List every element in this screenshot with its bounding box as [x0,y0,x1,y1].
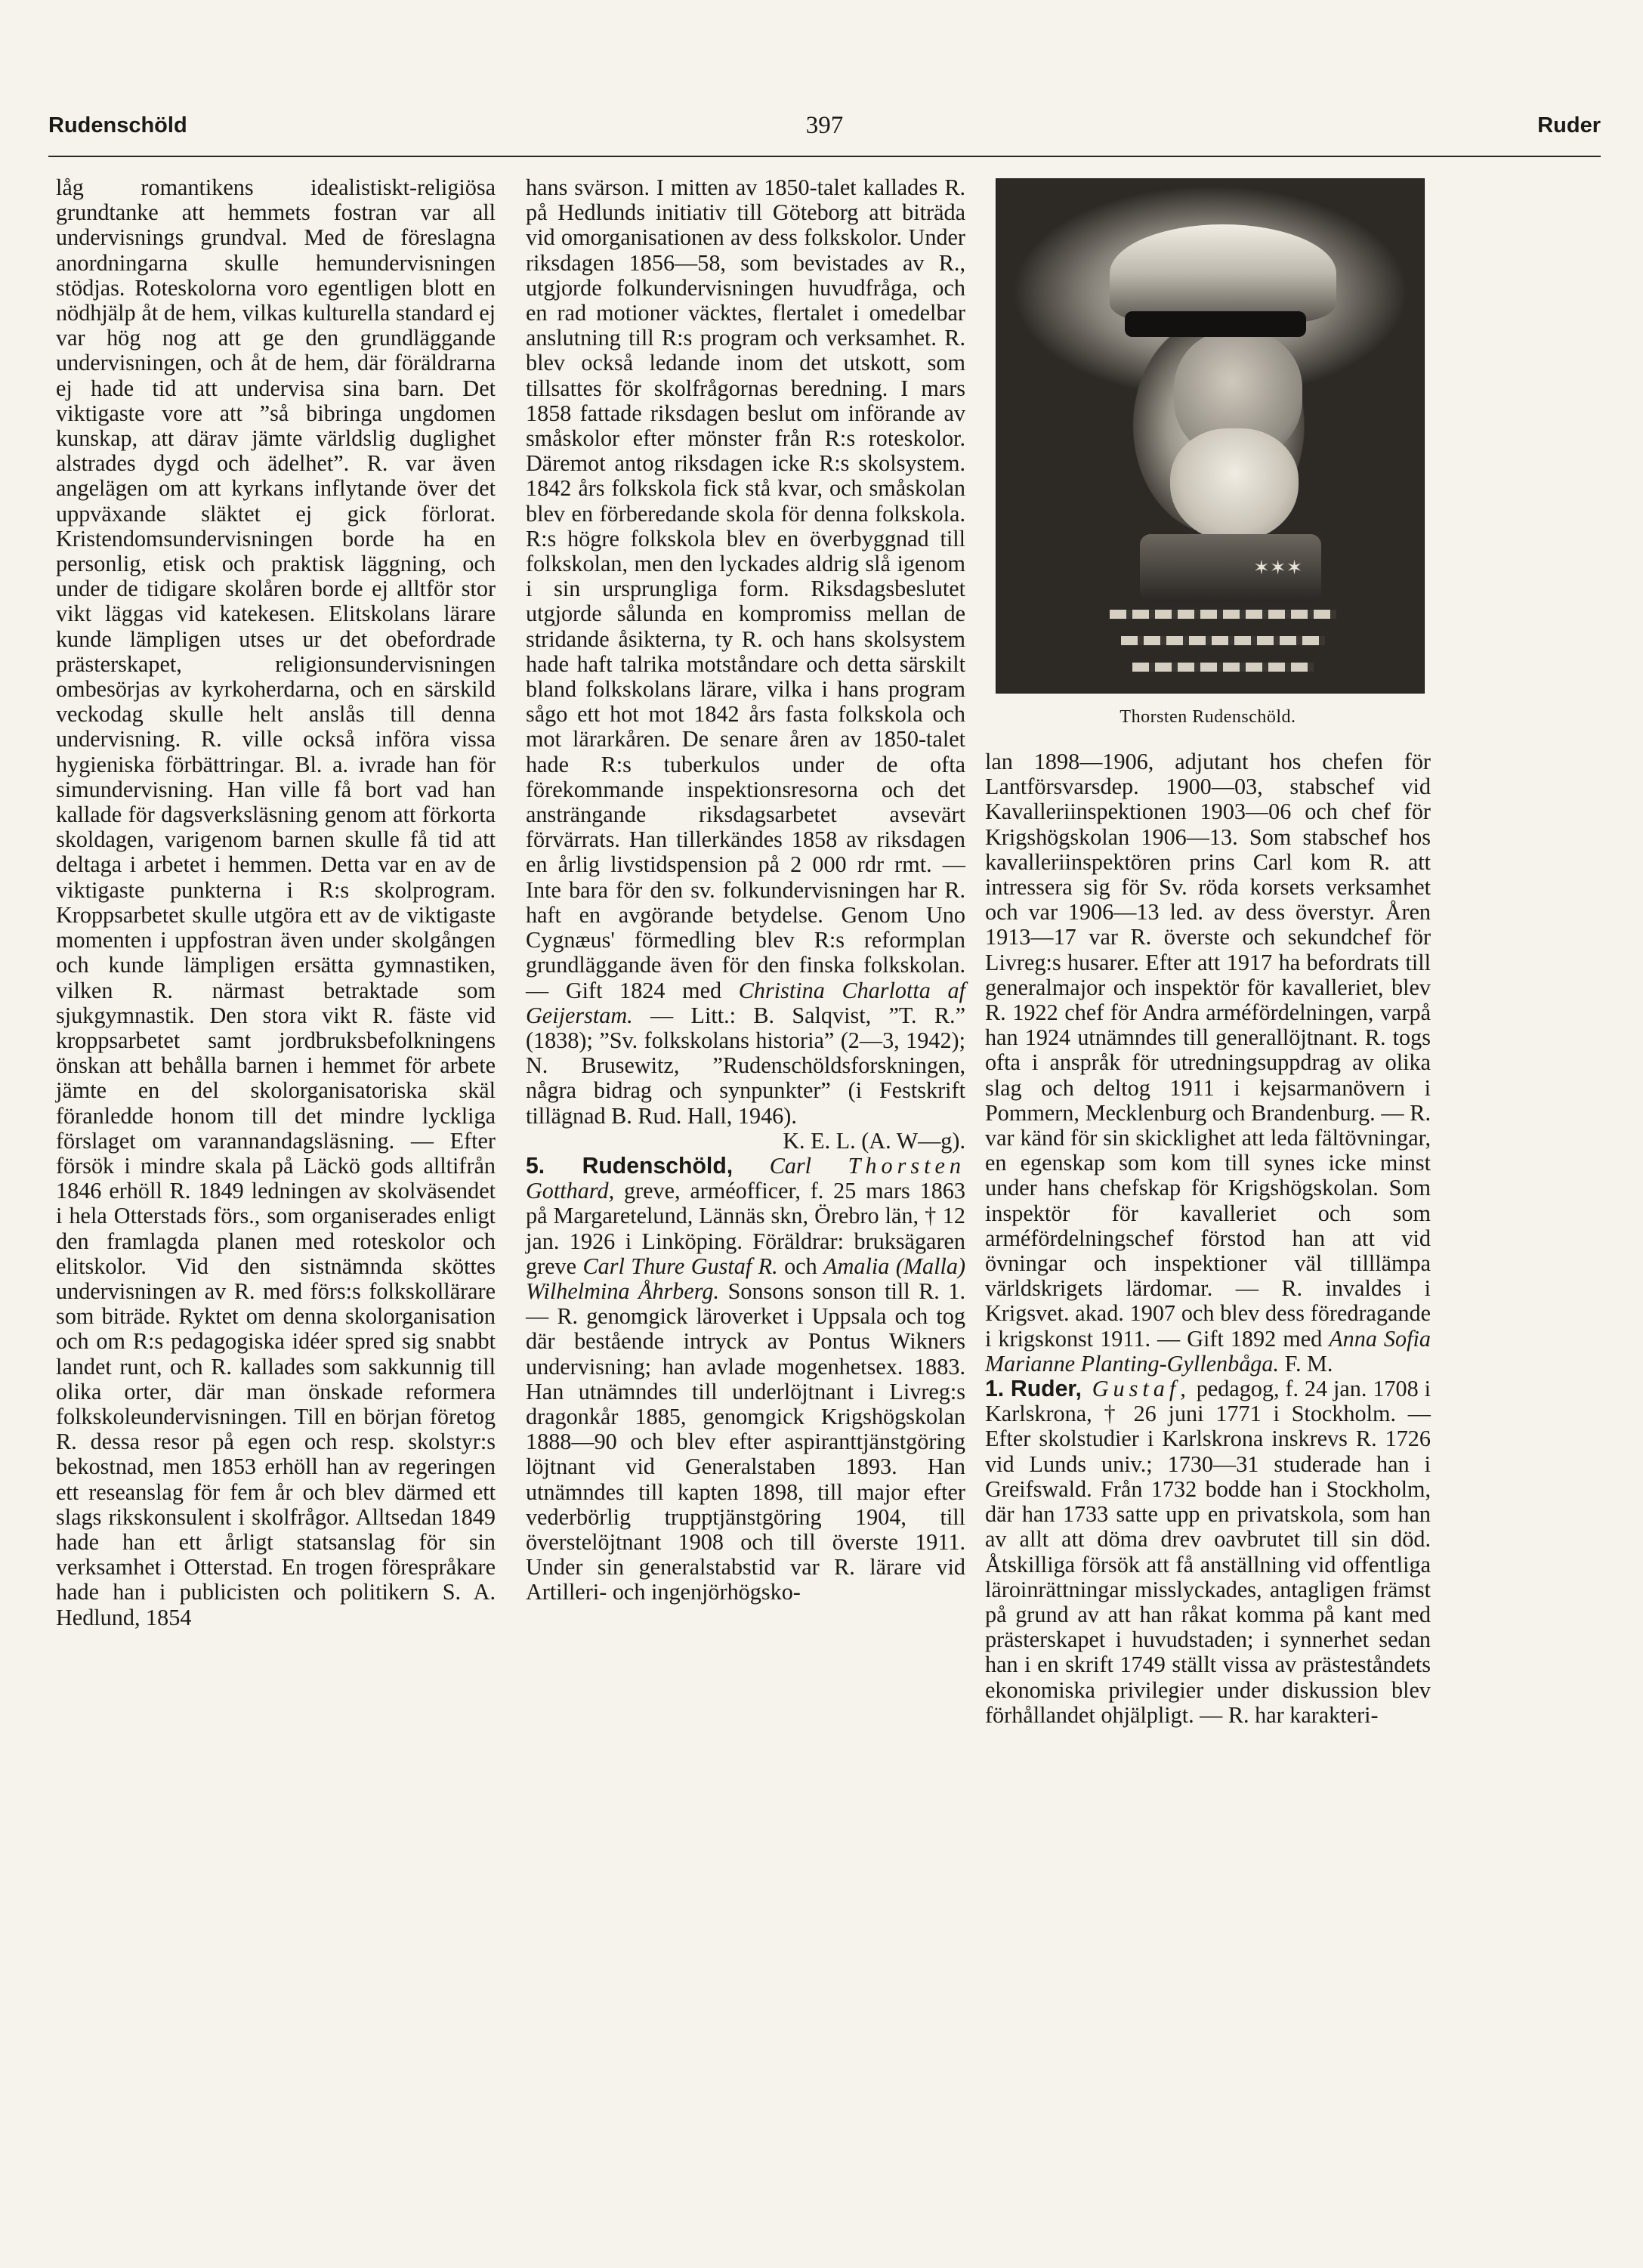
entry-5-parent-1: Carl Thure Gustaf R. [582,1253,778,1279]
entry-5-paragraph [526,1154,965,1605]
col3-spouse: Anna Sofia Marianne Planting-Gyllenbåga. [985,1325,1431,1377]
page-number: 397 [805,112,844,139]
photo-beard [1170,428,1299,542]
entry-5-name-b: Thorsten [848,1152,965,1179]
col2-paragraph [526,175,965,1129]
entry-5-name-c: Gotthard, [526,1178,615,1204]
entry-5-and: och [777,1253,824,1279]
entry-5-name-a: Carl [733,1152,848,1179]
column-2 [526,175,965,1605]
entry-5-body: greve, arméofficer, f. 25 mars 1863 på Margaretelund, Lännäs skn, Örebro län, † 12 jan. 1926 i Linköping. Föräldrar: bruksägaren greve [526,1178,965,1279]
entry-5-parent-2: Amalia (Malla) Wilhelmina Åhrberg. [526,1253,965,1304]
photo-caption: Thorsten Rudenschöld. [1120,707,1296,727]
photo-braid [1121,636,1325,645]
col2-signature: K. E. L. (A. W—g). [783,1127,965,1154]
col1-paragraph: låg romantikens idealistiskt-religiösa grundtanke att hemmets fostran var all undervisnings grundval. Med de föreslagna anordningarna skulle hemundervisningen stödjas. Roteskolorna voro egentligen blott en nödhjälp åt de hem, vilkas kulturella standard ej var hög nog att ge den grundläggande undervisningen, och åt de hem, där föräldrarna ej hade tid att undervisa sina barn. Det viktigaste vore att ”så bibringa ungdomen kunskap, att därav jämte världslig duglighet alstrades dygd och ädelhet”. R. var även angelägen om att kyrkans inflytande över det uppväxande släktet ej gick förlorat. Kristendomsundervisningen borde ha en personlig, etisk och praktisk läggning, och under de tidigare skolåren borde ej alltför stor vikt läggas vid katekesen. Elitskolans lärare kunde lämpligen utses ur det obefordrade prästerskapet, religionsundervisningen ombesörjas av kyrkoherdarna, och en särskild veckodag skulle helt anslås till denna undervisning. R. ville också införa vissa hygieniska förbättringar. Bl. a. ivrade han för simundervisning. Han ville få bort vad han kallade för dagsverksläsning genom att förkorta skoldagen, varigenom barnen skulle få tid att deltaga i arbetet i hemmen. Detta var en av de viktigaste punkterna i R:s skolprogram. Kroppsarbetet skulle utgöra ett av de viktigaste momenten i uppfostran även under skolgången och kunde lämpligen ersätta gymnastiken, vilken R. närmast betraktade som sjukgymnastik. Den stora vikt R. fäste vid kroppsarbetet samt jordbruksbefolkningens önskan att behålla barnen i hemmet för arbete jämte en del skolorganisatoriska skäl föranledde honom till det mindre lyckliga förslaget om varannandagsläsning. — Efter försök i mindre skala på Läckö gods alltifrån 1846 erhöll R. 1849 ledningen av skolväsendet i hela Otterstads förs., som organiserades enligt den framlagda planen med roteskolor och elitskolor. Vid den sistnämnda sköttes undervisningen av R. med förs:s folkskollärare som biträde. Ryktet om denna skolorganisation och om R:s pedagogiska idéer spred sig snabbt landet runt, och R. kallades som sakkunnig till olika orter, där man önskade reformera folkskoleundervisningen. Till en början företog R. dessa resor på egen och resp. skolstyr:s bekostnad, men 1853 erhöll han av regeringen ett reseanslag för fem år och blev därmed ett slags rikskonsulent i skolfrågor. Alltsedan 1849 hade han ett årligt statsanslag för sin verksamhet i Otterstad. En trogen förespråkare hade han i publicisten och politikern S. A. Hedlund, 1854 [56,175,496,1630]
col2-spouse: Christina Charlotta af Geijerstam. [526,977,965,1028]
photo-cap [1110,224,1336,323]
entry-5-rest: Sonsons sonson till R. 1. — R. genomgick läroverket i Uppsala och tog där bestående intryck av Pontus Wikners undervisning; han avlade mogenhetsex. 1883. Han utnämndes till underlöjtnant i Livreg:s dragonkår 1885, genomgick Krigshögskolan 1888—90 och blev efter aspiranttjänstgöring löjtnant vid Generalstaben 1893. Han utnämndes till kapten 1898, till major efter vederbörlig trupptjänstgöring 1904, till överstelöjtnant 1908 och till överste 1911. Under sin generalstabstid var R. lärare vid Artilleri- och ingenjörhögsko- [526,1278,965,1605]
photo-braid [1110,610,1336,619]
entry-ruder-1-paragraph [985,1377,1431,1728]
column-1 [56,175,496,1630]
header-rule [48,156,1601,157]
page-header [48,113,1601,159]
column-3 [985,749,1431,1728]
col3-paragraph [985,749,1431,1377]
entry-ruder-1-heading: 1. Ruder, [985,1377,1082,1402]
entry-ruder-1-name: Gustaf, [1081,1376,1191,1402]
entry-ruder-1-body: pedagog, f. 24 jan. 1708 i Karlskrona, † 26 juni 1771 i Stockholm. — Efter skolstudier i Karlskrona inskrevs R. 1726 vid Lunds univ.; 1730—31 studerade han i Greifswald. Från 1732 bodde han i Stockholm, där han 1733 satte upp en privatskola, som han av allt att döma drev oavbrutet till sin död. Åtskilliga försök att få anställning vid offentliga läroinrättningar misslyckades, antagligen främst på grund av att han råkat komma på kant med prästerskapet i huvudstaden; i synnerhet sedan han i en skrift 1749 ställt vissa av prästeståndets ekonomiska privilegier under diskussion blev förhållandet ohjälpligt. — R. har karakteri- [985,1376,1431,1728]
header-left-keyword: Rudenschöld [48,113,187,138]
col3-signature: F. M. [1279,1350,1333,1377]
photo-visor [1125,311,1306,337]
col2-literature: — Litt.: B. Salqvist, ”T. R.” (1838); ”Sv. folkskolans historia” (2—3, 1942); N. Brusewitz, ”Rudenschöldsforskningen, några bidrag och synpunkter” (i Festskrift tillägnad B. Rud. Hall, 1946). [526,1002,965,1129]
portrait-photo [996,178,1425,694]
col2-text: hans svärson. I mitten av 1850-talet kallades R. på Hedlunds initiativ till Göteborg att biträda vid omorganisationen av dess folkskolor. Under riksdagen 1856—58, som bevistades av R., utgjorde folkundervisningen huvudfråga, och en rad motioner väcktes, flertalet i omedelbar anslutning till R:s program och verksamhet. R. blev också ledande inom det utskott, som tillsattes för skolfrågornas beredning. I mars 1858 fattade riksdagen beslut om införande av småskolor efter mönster från R:s roteskolor. Däremot antog riksdagen icke R:s skolsystem. 1842 års folkskola fick stå kvar, och småskolan blev en förberedande skola för denna folkskola. R:s högre folkskola blev en överbyggnad till folkskolan, men den lyckades aldrig slå igenom i sin ursprungliga form. Riksdagsbeslutet utgjorde sålunda en kompromiss mellan de stridande åsikterna, ty R. och hans skolsystem hade haft talrika motståndare och detta särskilt bland folkskolans lärare, vilka i hans program sågo ett hot mot 1842 års fasta folkskola och mot lärarkåren. De senare åren av 1850-talet hade R:s tuberkulos under de ofta förekommande inspektionsresorna och det ansträngande riksdagsarbetet avsevärt förvärrats. Han tillerkändes 1858 av riksdagen en årlig livstidspension på 2 000 rdr rmt. — Inte bara för den sv. folkundervisningen har R. haft en avgörande betydelse. Genom Uno Cygnæus' förmedling blev R:s reformplan grundläggande även för den finska folkskolan. — Gift 1824 med [526,175,965,1003]
col3-text: lan 1898—1906, adjutant hos chefen för Lantförsvarsdep. 1900—03, stabschef vid Kavalleriinspektionen 1903—06 och chef för Krigshögskolan 1906—13. Som stabschef hos kavalleriinspektören prins Carl kom R. att intressera sig för Sv. röda korsets verksamhet och var 1906—13 led. av dess överstyr. Åren 1913—17 var R. överste och sekundchef för Livreg:s husarer. Efter att 1917 ha befordrats till generalmajor och inspektör för kavalleriet, blev R. 1922 chef för Andra arméfördelningen, varpå han 1924 utnämndes till generallöjtnant. R. togs ofta i anspråk för utredningsuppdrag av olika slag och deltog 1911 i kejsarmanövern i Pommern, Mecklenburg och Brandenburg. — R. var känd för sin skicklighet att leda fältövningar, en egenskap som kom till synes icke minst under hans chefskap för Krigshögskolan. Som inspektör för kavalleriet och som arméfördelningschef förstod han att vid övningar och inspektioner väl tilllämpa världskrigets lärdomar. — R. invaldes i Krigsvet. akad. 1907 och blev dess föredragande i krigskonst 1911. — Gift 1892 med [985,749,1431,1352]
entry-5-heading: 5. Rudenschöld, [526,1153,733,1179]
photo-braid [1132,663,1314,672]
header-right-keyword: Ruder [1537,113,1601,138]
photo-collar-stars: ✶✶✶ [1253,557,1303,579]
